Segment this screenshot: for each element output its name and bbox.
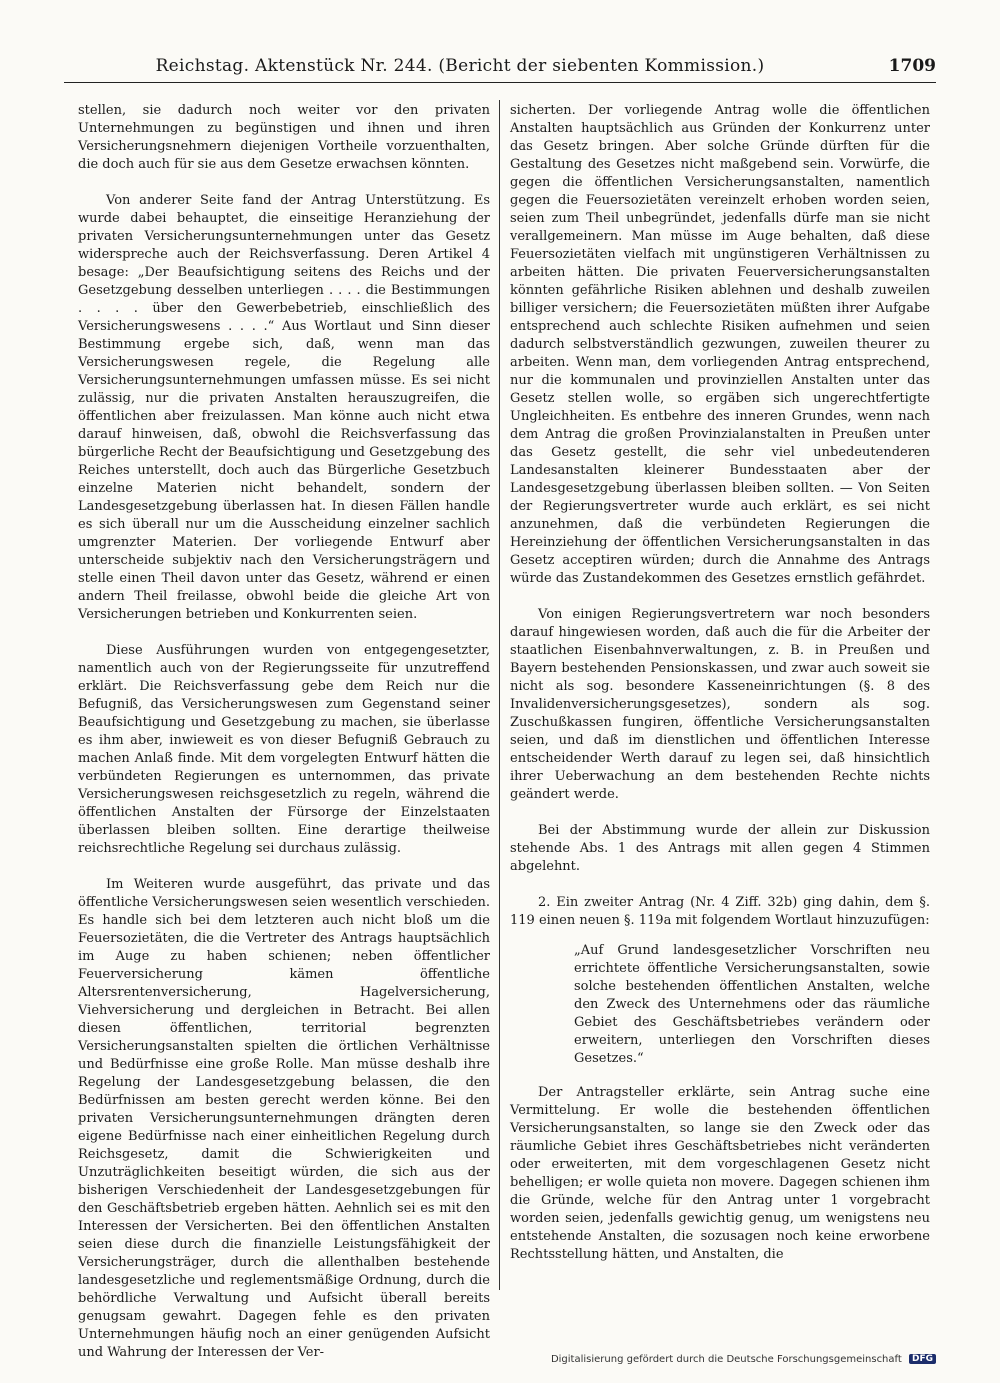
- right-column: [510, 102, 930, 1292]
- right-paragraph-5: Der Antragsteller erklärte, sein Antrag suche eine Vermittelung. Er wolle die bestehenden öffentlichen Versicherungsanstalten, so lange sie den Zweck oder das räumliche Gebiet ihres Geschäftsbetriebes nicht veränderten oder erweiterten, mit dem vorgeschlagenen Gesetz nicht behelligen; er wolle quieta non movere. Dagegen schienen ihm die Gründe, welche für den Antrag unter 1 vorgebracht worden seien, jedenfalls gewichtig genug, um wenigstens neu entstehende Anstalten, die sozusagen noch keine erworbene Rechtsstellung hätten, und Anstalten, die: [510, 1085, 930, 1262]
- left-paragraph-3: Diese Ausführungen wurden von entgegengesetzter, namentlich auch von der Regierungsseite für unzutreffend erklärt. Die Reichsverfassung gebe dem Reich nur die Befugniß, das Versicherungswesen zum Gegenstand seiner Beaufsichtigung und Gesetzgebung zu machen, sie überlasse es ihm aber, inwieweit es von dieser Befugniß Gebrauch zu machen Anlaß finde. Mit dem vorgelegten Entwurf hätten die verbündeten Regierungen es unternommen, das private Versicherungswesen reichsgesetzlich zu regeln, während die öffentlichen Anstalten der Fürsorge der Einzelstaaten überlassen bleiben sollten. Eine derartige theilweise reichsrechtliche Regelung sei durchaus zulässig.: [78, 643, 490, 856]
- page-number: 1709: [888, 56, 936, 76]
- page-header: [64, 56, 936, 83]
- left-paragraph-2: Von anderer Seite fand der Antrag Unterstützung. Es wurde dabei behauptet, die einseitige Heranziehung der privaten Versicherungsunternehmungen unter das Gesetz widerspreche auch der Reichsverfassung. Deren Artikel 4 besage: „Der Beaufsichtigung seitens des Reichs und der Gesetzgebung desselben unterliegen . . . . die Bestimmungen . . . . über den Gewerbebetrieb, einschließlich des Versicherungswesens . . . .“ Aus Wortlaut und Sinn dieser Bestimmung ergebe sich, daß, wenn man das Versicherungswesen regele, die Regelung alle Versicherungsunternehmungen umfassen müsse. Es sei nicht zulässig, nur die privaten Anstalten herauszugreifen, die öffentlichen aber freizulassen. Man könne auch nicht etwa darauf hinweisen, daß, obwohl die Reichsverfassung das bürgerliche Recht der Beaufsichtigung und Gesetzgebung des Reiches unterstellt, doch auch das Bürgerliche Gesetzbuch einzelne Materien nicht behandelt, sondern der Landesgesetzgebung überlassen hat. In diesen Fällen handle es sich überall nur um die Ausscheidung einzelner sachlich umgrenzter Materien. Der vorliegende Entwurf aber unterscheide subjektiv nach den Versicherungsträgern und stelle einen Theil davon unter das Gesetz, während er einen andern Theil freilasse, obwohl beide die gleiche Art von Versicherungen betrieben und Konkurrenten seien.: [78, 193, 490, 622]
- block-quote: „Auf Grund landesgesetzlicher Vorschriften neu errichtete öffentliche Versicherungsanstalten, sowie solche bestehenden öffentlichen Anstalten, welche den Zweck des Unternehmens oder das räumliche Gebiet des Geschäftsbetriebes verändern oder erweitern, unterliegen den Vorschriften dieses Gesetzes.“: [574, 943, 930, 1066]
- right-paragraph-1: sicherten. Der vorliegende Antrag wolle die öffentlichen Anstalten hauptsächlich aus Gründen der Konkurrenz unter das Gesetz bringen. Aber solche Gründe dürften für die Gestaltung des Gesetzes nicht maßgebend sein. Vorwürfe, die gegen die öffentlichen Versicherungsanstalten, namentlich gegen die Feuersozietäten vereinzelt erhoben worden seien, seien zum Theil unbegründet, jedenfalls dürfe man sie nicht verallgemeinern. Man müsse im Auge behalten, daß diese Feuersozietäten vielfach mit ungünstigeren Verhältnissen zu arbeiten hätten. Die privaten Feuerversicherungsanstalten könnten gefährliche Risiken ablehnen und deshalb zuweilen billiger versichern; die Feuersozietäten müßten ihrer Aufgabe entsprechend auch schlechte Risiken aufnehmen und seien dadurch selbstverständlich gezwungen, zuweilen theurer zu arbeiten. Wenn man, dem vorliegenden Antrag entsprechend, nur die kommunalen und provinziellen Anstalten unter das Gesetz stellen wolle, so ergäben sich ungerechtfertigte Ungleichheiten. Es entbehre des inneren Grundes, wenn nach dem Antrag die großen Provinzialanstalten in Preußen unter das Gesetz gestellt, die sehr viel unbedeutenderen Landesanstalten kleinerer Bundesstaaten aber der Landesgesetzgebung überlassen bleiben sollten. — Von Seiten der Regierungsvertreter wurde auch erklärt, es sei nicht anzunehmen, daß die verbündeten Regierungen die Hereinziehung der öffentlichen Versicherungsanstalten in das Gesetz acceptiren würden; durch die Annahme des Antrags würde das Zustandekommen des Gesetzes ernstlich gefährdet.: [510, 103, 930, 586]
- funding-credit-text: Digitalisierung gefördert durch die Deutsche Forschungsgemeinschaft: [550, 1354, 902, 1365]
- column-divider: [499, 100, 500, 1290]
- left-paragraph-4: Im Weiteren wurde ausgeführt, das private und das öffentliche Versicherungswesen seien wesentlich verschieden. Es handle sich bei dem letzteren auch nicht bloß um die Feuersozietäten, die die Vertreter des Antrags hauptsächlich im Auge zu haben schienen; neben öffentlicher Feuerversicherung kämen öffentliche Altersrentenversicherung, Hagelversicherung, Viehversicherung und dergleichen in Betracht. Bei allen diesen öffentlichen, territorial begrenzten Versicherungsanstalten spielten die örtlichen Verhältnisse und Bedürfnisse eine große Rolle. Man müsse deshalb ihre Regelung der Landesgesetzgebung belassen, die den Bedürfnissen am besten gerecht werden könne. Bei den privaten Versicherungsunternehmungen drängten deren eigene Bedürfnisse nach einer einheitlichen Regelung durch Reichsgesetz, damit die Schwierigkeiten und Unzuträglichkeiten beseitigt würden, die sich aus der bisherigen Verschiedenheit der Landesgesetzgebungen für den Geschäftsbetrieb ergeben hätten. Aehnlich sei es mit den Interessen der Versicherten. Bei den öffentlichen Anstalten seien diese durch die finanzielle Leistungsfähigkeit der Versicherungsträger, durch die allenthalben bestehende landesgesetzliche und reglementsmäßige Ordnung, durch die behördliche Verwaltung und Aufsicht überall bereits genugsam gewahrt. Dagegen fehle es den privaten Unternehmungen häufig noch an einer genügenden Aufsicht und Wahrung der Interessen der Ver-: [78, 877, 490, 1360]
- dfg-logo: DFG: [909, 1354, 936, 1364]
- running-title: Reichstag. Aktenstück Nr. 244. (Bericht der siebenten Kommission.): [155, 56, 765, 76]
- right-paragraph-2: Von einigen Regierungsvertretern war noch besonders darauf hingewiesen worden, daß auch die für die Arbeiter der staatlichen Eisenbahnverwaltungen, z. B. in Preußen und Bayern bestehenden Pensionskassen, und zwar auch soweit sie nicht als sog. besondere Kasseneinrichtungen (§. 8 des Invalidenversicherungsgesetzes), sondern als sog. Zuschußkassen fungiren, öffentliche Versicherungsanstalten seien, und daß im dienstlichen und öffentlichen Interesse entscheidender Werth darauf zu legen sei, daß hinsichtlich ihrer Ueberwachung an dem bestehenden Rechte nichts geändert werde.: [510, 607, 930, 802]
- left-paragraph-1: stellen, sie dadurch noch weiter vor den privaten Unternehmungen zu begünstigen und ihnen und ihren Versicherungsnehmern diejenigen Vortheile vorzuenthalten, die doch auch für sie aus dem Gesetze erwachsen könnten.: [78, 103, 490, 172]
- right-paragraph-3: Bei der Abstimmung wurde der allein zur Diskussion stehende Abs. 1 des Antrags mit allen gegen 4 Stimmen abgelehnt.: [510, 823, 930, 874]
- right-paragraph-4: 2. Ein zweiter Antrag (Nr. 4 Ziff. 32b) ging dahin, dem §. 119 einen neuen §. 119a mit folgendem Wortlaut hinzuzufügen:: [510, 895, 930, 928]
- left-column: [78, 102, 490, 1360]
- footer-credit: [551, 1354, 936, 1372]
